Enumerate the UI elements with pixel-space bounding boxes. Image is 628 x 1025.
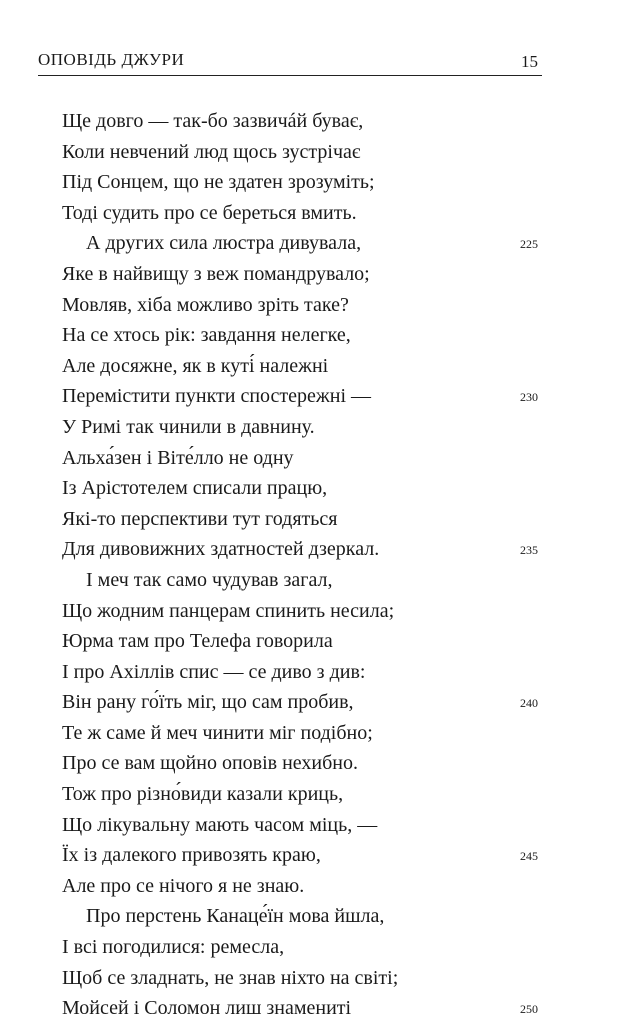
- verse-line-text: Коли невчений люд щось зустрічає: [62, 140, 361, 163]
- verse-line-text: Мойсей і Соломон лиш знамениті: [62, 997, 352, 1020]
- verse-line: [62, 137, 542, 168]
- verse-line: [62, 504, 542, 535]
- verse-line-text: Їх із далекого привозять краю,: [62, 844, 321, 867]
- line-number: 250: [520, 1002, 538, 1017]
- page-number: 15: [521, 52, 538, 71]
- verse-line-text: Ще довго — так-бо зазвичáй буває,: [62, 110, 364, 132]
- verse-line-text: Тоді судить про се береться вмить.: [62, 201, 357, 224]
- verse-line-text: Що лікувальну мають часом міць, —: [62, 813, 378, 836]
- verse-line-text: На се хтось рік: завдання нелегке,: [62, 324, 351, 347]
- running-head: ОПОВІДЬ ДЖУРИ: [38, 50, 185, 69]
- verse-line-text: І всі погодилися: ремесла,: [62, 936, 285, 959]
- verse-line: [62, 687, 542, 718]
- page-header: [38, 50, 542, 80]
- header-rule: [38, 75, 542, 76]
- verse-line: [62, 993, 542, 1024]
- verse-line-text: Він рану го́їть міг, що сам пробив,: [62, 691, 354, 714]
- verse-line: [62, 810, 542, 841]
- verse-line-text: І про Ахіллів спис — се диво з див:: [62, 660, 366, 683]
- verse-line-text: Під Сонцем, що не здатен зрозуміть;: [62, 171, 375, 194]
- line-number: 235: [520, 543, 538, 558]
- verse-line-text: Альха́зен і Віте́лло не одну: [62, 446, 294, 469]
- verse-line-text: Тож про різно́види казали криць,: [62, 783, 344, 806]
- verse-line: [62, 259, 542, 290]
- verse-line: [62, 626, 542, 657]
- verse-line: [62, 932, 542, 963]
- verse-line-text: Юрма там про Телефа говорила: [62, 630, 333, 653]
- verse-line-text: Із Арістотелем списали працю,: [62, 477, 328, 500]
- line-number: 225: [520, 237, 538, 252]
- verse-line-text: І меч так само чудував загал,: [86, 568, 333, 591]
- verse-line: [62, 779, 542, 810]
- verse-line: [62, 412, 542, 443]
- verse-line-text: Яке в найвищу з веж помандрувало;: [62, 262, 370, 285]
- verse-line-text: Для дивовижних здатностей дзеркал.: [62, 538, 380, 561]
- verse-line-text: Що жодним панцерам спинить несила;: [62, 599, 395, 622]
- line-number: 230: [520, 390, 538, 405]
- verse-line: [62, 657, 542, 688]
- verse-line-text: Про се вам щойно оповів нехибно.: [62, 752, 359, 775]
- verse-line: [62, 443, 542, 474]
- verse-line: [62, 565, 542, 596]
- verse-line-text: Мовляв, хіба можливо зріть таке?: [62, 293, 349, 316]
- verse-line: [62, 534, 542, 565]
- verse-line-text: Але про се нічого я не знаю.: [62, 874, 305, 897]
- verse-line-text: Але досяжне, як в куті́ належні: [62, 354, 329, 377]
- verse-line: [62, 840, 542, 871]
- verse-line: [62, 748, 542, 779]
- verse-line: [62, 718, 542, 749]
- verse-line: [62, 228, 542, 259]
- line-number: 245: [520, 849, 538, 864]
- verse-line-text: Перемістити пункти спостережні —: [62, 385, 372, 408]
- line-number: 240: [520, 696, 538, 711]
- verse-line: [62, 381, 542, 412]
- verse-line: [62, 290, 542, 321]
- verse-line: [62, 963, 542, 994]
- verse-line: [62, 167, 542, 198]
- verse-line-text: У Римі так чинили в давнину.: [62, 415, 315, 438]
- verse-line: [62, 320, 542, 351]
- verse-line: [62, 106, 542, 137]
- verse-line-text: Те ж саме й меч чинити міг подібно;: [62, 721, 373, 744]
- verse-line: [62, 596, 542, 627]
- verse-line: [62, 198, 542, 229]
- verse-line: [62, 473, 542, 504]
- verse-line: [62, 871, 542, 902]
- verse-line-text: А других сила люстра дивувала,: [86, 232, 362, 255]
- verse-line: [62, 901, 542, 932]
- verse-line-text: Щоб се зладнать, не знав ніхто на світі;: [62, 966, 399, 989]
- poem-text: [62, 106, 542, 1024]
- verse-line-text: Про перстень Канаце́їн мова йшла,: [86, 905, 385, 928]
- verse-line: [62, 351, 542, 382]
- verse-line-text: Які-то перспективи тут годяться: [62, 507, 338, 530]
